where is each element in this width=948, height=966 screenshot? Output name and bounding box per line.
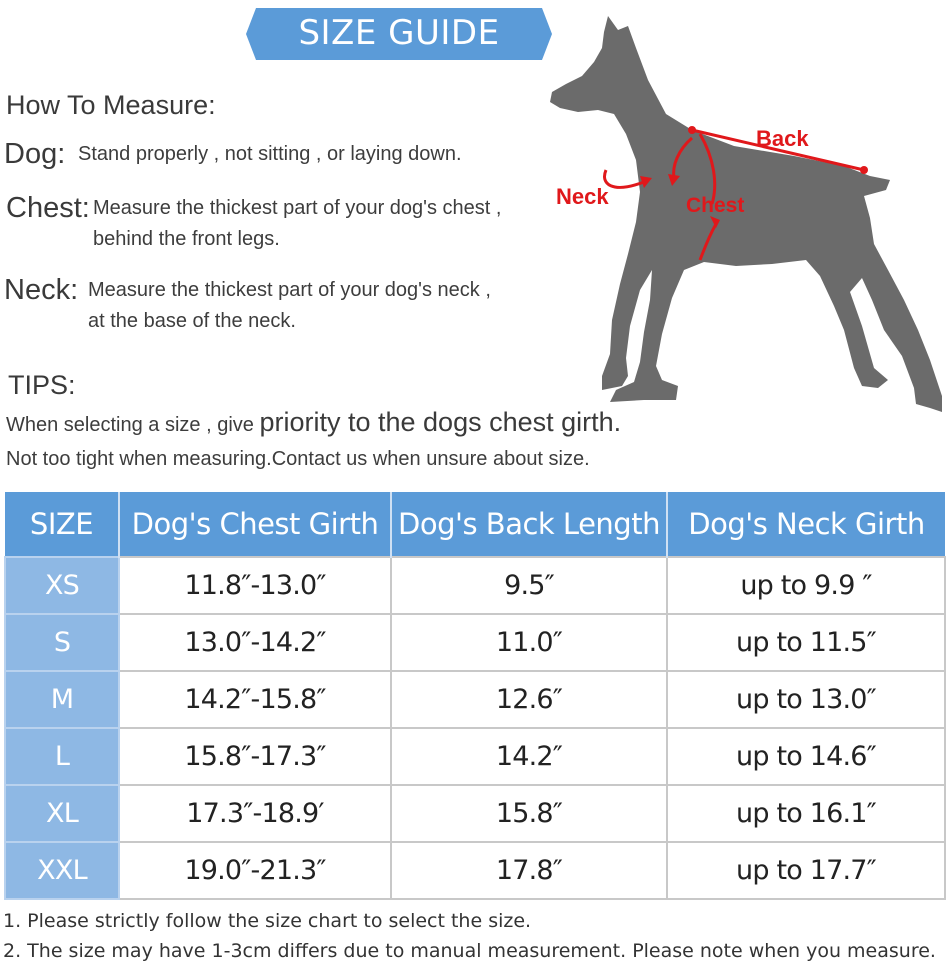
table-row: [5, 614, 945, 671]
header-size: SIZE: [5, 492, 119, 557]
back-label: Back: [756, 126, 809, 151]
back-cell: 15.8″: [391, 785, 667, 842]
back-start-dot: [688, 126, 696, 134]
table-row: [5, 728, 945, 785]
size-table: [4, 492, 946, 900]
table-header-row: [5, 492, 945, 557]
neck-cell: up to 14.6″: [667, 728, 945, 785]
chest-instruction-line2: behind the front legs.: [93, 228, 280, 250]
tips-line1-text: When selecting a size , give: [6, 414, 260, 436]
neck-instruction-line2: at the base of the neck.: [88, 310, 296, 332]
neck-cell: up to 16.1″: [667, 785, 945, 842]
size-cell: S: [5, 614, 119, 671]
header-back-length: Dog's Back Length: [391, 492, 667, 557]
tips-line2: Not too tight when measuring.Contact us when unsure about size.: [6, 448, 590, 470]
size-cell: XL: [5, 785, 119, 842]
neck-label-diagram: Neck: [556, 184, 609, 209]
back-end-dot: [860, 166, 868, 174]
dog-silhouette: [550, 16, 942, 412]
size-cell: L: [5, 728, 119, 785]
back-cell: 9.5″: [391, 557, 667, 614]
back-cell: 17.8″: [391, 842, 667, 899]
back-cell: 11.0″: [391, 614, 667, 671]
size-guide-banner: [246, 6, 552, 62]
size-cell: XXL: [5, 842, 119, 899]
size-cell: XS: [5, 557, 119, 614]
table-row: [5, 785, 945, 842]
neck-cell: up to 9.9 ″: [667, 557, 945, 614]
dog-label: Dog:: [4, 138, 66, 170]
chest-cell: 11.8″-13.0″: [119, 557, 391, 614]
note-1: 1. Please strictly follow the size chart to select the size.: [3, 910, 532, 932]
neck-cell: up to 17.7″: [667, 842, 945, 899]
tips-line1: [6, 407, 621, 438]
back-cell: 12.6″: [391, 671, 667, 728]
table-row: [5, 671, 945, 728]
neck-cell: up to 13.0″: [667, 671, 945, 728]
banner-title: SIZE GUIDE: [298, 13, 500, 53]
chest-label: Chest:: [6, 192, 90, 224]
back-cell: 14.2″: [391, 728, 667, 785]
chest-label-diagram: Chest: [686, 194, 745, 217]
chest-cell: 19.0″-21.3″: [119, 842, 391, 899]
how-to-measure-heading: How To Measure:: [6, 90, 216, 120]
neck-instruction-line1: Measure the thickest part of your dog's neck ,: [88, 279, 491, 301]
table-row: [5, 842, 945, 899]
neck-cell: up to 11.5″: [667, 614, 945, 671]
chest-cell: 14.2″-15.8″: [119, 671, 391, 728]
table-row: [5, 557, 945, 614]
header-neck-girth: Dog's Neck Girth: [667, 492, 945, 557]
tips-heading: TIPS:: [8, 370, 76, 400]
neck-label: Neck:: [4, 274, 79, 306]
chest-cell: 13.0″-14.2″: [119, 614, 391, 671]
header-chest-girth: Dog's Chest Girth: [119, 492, 391, 557]
dog-instruction: Stand properly , not sitting , or laying down.: [78, 143, 462, 165]
tips-priority-text: priority to the dogs chest girth.: [259, 407, 622, 437]
chest-cell: 15.8″-17.3″: [119, 728, 391, 785]
note-2: 2. The size may have 1-3cm differs due to manual measurement. Please note when you measure.: [3, 940, 936, 962]
size-cell: M: [5, 671, 119, 728]
dog-diagram: [544, 8, 944, 418]
chest-instruction-line1: Measure the thickest part of your dog's chest ,: [93, 197, 502, 219]
chest-cell: 17.3″-18.9′: [119, 785, 391, 842]
